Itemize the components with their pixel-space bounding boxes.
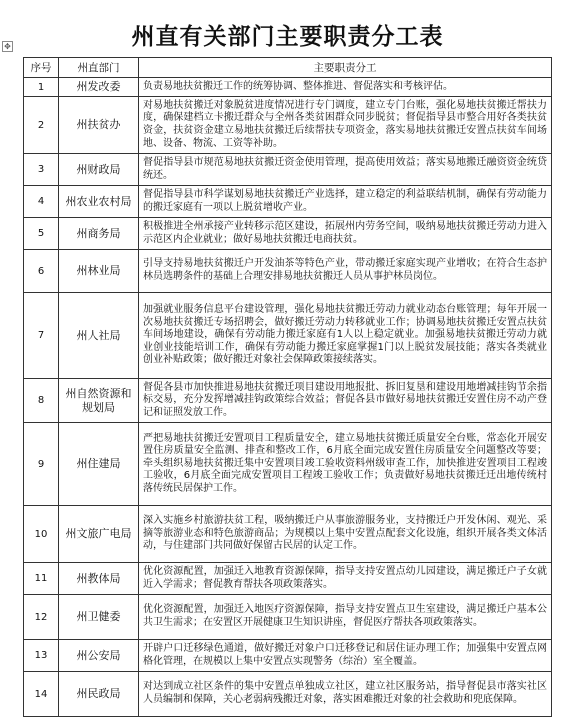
row-duty: 开辟户口迁移绿色通道，做好搬迁对象户口迁移登记和居住证办理工作；加强集中安置点网格化管理，在规模以上集中安置点实现警务（综治）室全覆盖。 [139, 640, 552, 672]
row-no: 6 [24, 250, 59, 293]
page-title: 州直有关部门主要职责分工表 [131, 23, 444, 50]
table-row [24, 640, 552, 672]
row-dept: 州商务局 [59, 218, 139, 250]
row-duty: 负责易地扶贫搬迁工作的统筹协调、整体推进、督促落实和考核评估。 [139, 78, 552, 97]
table-row [24, 595, 552, 640]
row-dept: 州住建局 [59, 423, 139, 506]
row-no: 3 [24, 154, 59, 186]
row-duty: 督促各县市加快推进易地扶贫搬迁项目建设用地报批、拆旧复垦和建设用地增减挂钩节余指标交易，充分发挥增减挂钩政策综合效益；督促各县市做好易地扶贫搬迁安置住房不动产登记和证照发放工作。 [139, 379, 552, 423]
row-duty: 深入实施乡村旅游扶贫工程，吸纳搬迁户从事旅游服务业，支持搬迁户开发休闲、观光、采摘等旅游业态和特色旅游商品；为规模以上集中安置点配套文化设施，组织开展各类文体活动，与住建部门共同做好保留古民居的认定工作。 [139, 506, 552, 563]
row-duty: 对易地扶贫搬迁对象脱贫进度情况进行专门调度，建立专门台账，强化易地扶贫搬迁帮扶力度，确保建档立卡搬迁群众与全州各类贫困群众同步脱贫；督促指导县市整合用好各类扶贫资金，扶贫资金建立易地扶贫搬迁后续帮扶专项资金，落实易地扶贫搬迁安置点扶贫车间场地、设备、物流、工资等补助。 [139, 97, 552, 154]
table-row [24, 250, 552, 293]
row-duty: 严把易地扶贫搬迁安置项目工程质量安全，建立易地扶贫搬迁质量安全台账，常态化开展安置住房质量安全监测、排查和整改工作，6月底全面完成安置住房质量安全问题整改等要；牵头组织易地扶贫搬迁集中安置项目竣工验收资料州级审查工作，加快推进安置项目工程竣工验收，6月底全面完成安置项目工程竣工验收工作；负责做好易地扶贫搬迁迁出地传统村落传统民居保护工作。 [139, 423, 552, 506]
row-dept: 州发改委 [59, 78, 139, 97]
row-no: 5 [24, 218, 59, 250]
row-dept: 州文旅广电局 [59, 506, 139, 563]
row-no: 12 [24, 595, 59, 640]
row-no: 13 [24, 640, 59, 672]
row-dept: 州人社局 [59, 293, 139, 379]
row-dept: 州财政局 [59, 154, 139, 186]
row-no: 7 [24, 293, 59, 379]
row-dept: 州卫健委 [59, 595, 139, 640]
row-no: 8 [24, 379, 59, 423]
row-dept: 州公安局 [59, 640, 139, 672]
row-duty: 加强就业服务信息平台建设管理，强化易地扶贫搬迁劳动力就业动态台账管理；每年开展一次易地扶贫搬迁专场招聘会，做好搬迁劳动力转移就业工作；协调易地扶贫搬迁安置点扶贫车间场地建设，确保有劳动能力搬迁家庭有1人以上稳定就业。加强易地扶贫搬迁劳动力就业创业技能培训工作，确保有劳动能力搬迁家庭掌握1门以上脱贫发展技能；落实各类就业创业补贴政策；做好搬迁对象社会保障政策接续落实。 [139, 293, 552, 379]
table-header-row [24, 58, 552, 78]
table-row [24, 672, 552, 717]
row-dept: 州民政局 [59, 672, 139, 717]
table-row [24, 379, 552, 423]
row-no: 14 [24, 672, 59, 717]
table-row [24, 154, 552, 186]
header-duty: 主要职责分工 [139, 58, 552, 78]
table-row [24, 423, 552, 506]
table-move-handle-icon[interactable]: ✥ [2, 41, 13, 52]
row-duty: 督促指导县市规范易地扶贫搬迁资金使用管理，提高使用效益；落实易地搬迁融资资金统贷统还。 [139, 154, 552, 186]
table-row [24, 186, 552, 218]
row-no: 2 [24, 97, 59, 154]
row-duty: 积极推进全州承接产业转移示范区建设，拓展州内劳务空间，吸纳易地扶贫搬迁劳动力进入示范区内企业就业；做好易地扶贫搬迁电商扶贫。 [139, 218, 552, 250]
row-dept: 州林业局 [59, 250, 139, 293]
row-no: 9 [24, 423, 59, 506]
table-row [24, 563, 552, 595]
duty-table [23, 57, 552, 717]
table-row [24, 293, 552, 379]
row-duty: 优化资源配置，加强迁入地医疗资源保障，指导支持安置点卫生室建设，满足搬迁户基本公共卫生需求；在安置区开展健康卫生知识讲座，督促医疗帮扶各项政策落实。 [139, 595, 552, 640]
table-row [24, 506, 552, 563]
row-dept: 州扶贫办 [59, 97, 139, 154]
table-row [24, 78, 552, 97]
row-no: 4 [24, 186, 59, 218]
row-no: 1 [24, 78, 59, 97]
table-row [24, 218, 552, 250]
row-dept: 州自然资源和规划局 [59, 379, 139, 423]
header-no: 序号 [24, 58, 59, 78]
row-dept: 州农业农村局 [59, 186, 139, 218]
row-duty: 督促指导县市科学谋划易地扶贫搬迁产业选择，建立稳定的利益联结机制，确保有劳动能力的搬迁家庭有一项以上脱贫增收产业。 [139, 186, 552, 218]
row-no: 10 [24, 506, 59, 563]
header-dept: 州直部门 [59, 58, 139, 78]
row-duty: 引导支持易地扶贫搬迁户开发油茶等特色产业，带动搬迁家庭实现产业增收；在符合生态护林员选聘条件的基础上合理安排易地扶贫搬迁人员从事护林员岗位。 [139, 250, 552, 293]
row-duty: 优化资源配置，加强迁入地教育资源保障，指导支持安置点幼儿园建设，满足搬迁户子女就近入学需求；督促教育帮扶各项政策落实。 [139, 563, 552, 595]
row-no: 11 [24, 563, 59, 595]
row-dept: 州教体局 [59, 563, 139, 595]
row-duty: 对达到成立社区条件的集中安置点单独成立社区，建立社区服务站，指导督促县市落实社区人员编制和保障，关心老弱病残搬迁对象，落实困难搬迁对象的社会救助和兜底保障。 [139, 672, 552, 717]
table-row [24, 97, 552, 154]
